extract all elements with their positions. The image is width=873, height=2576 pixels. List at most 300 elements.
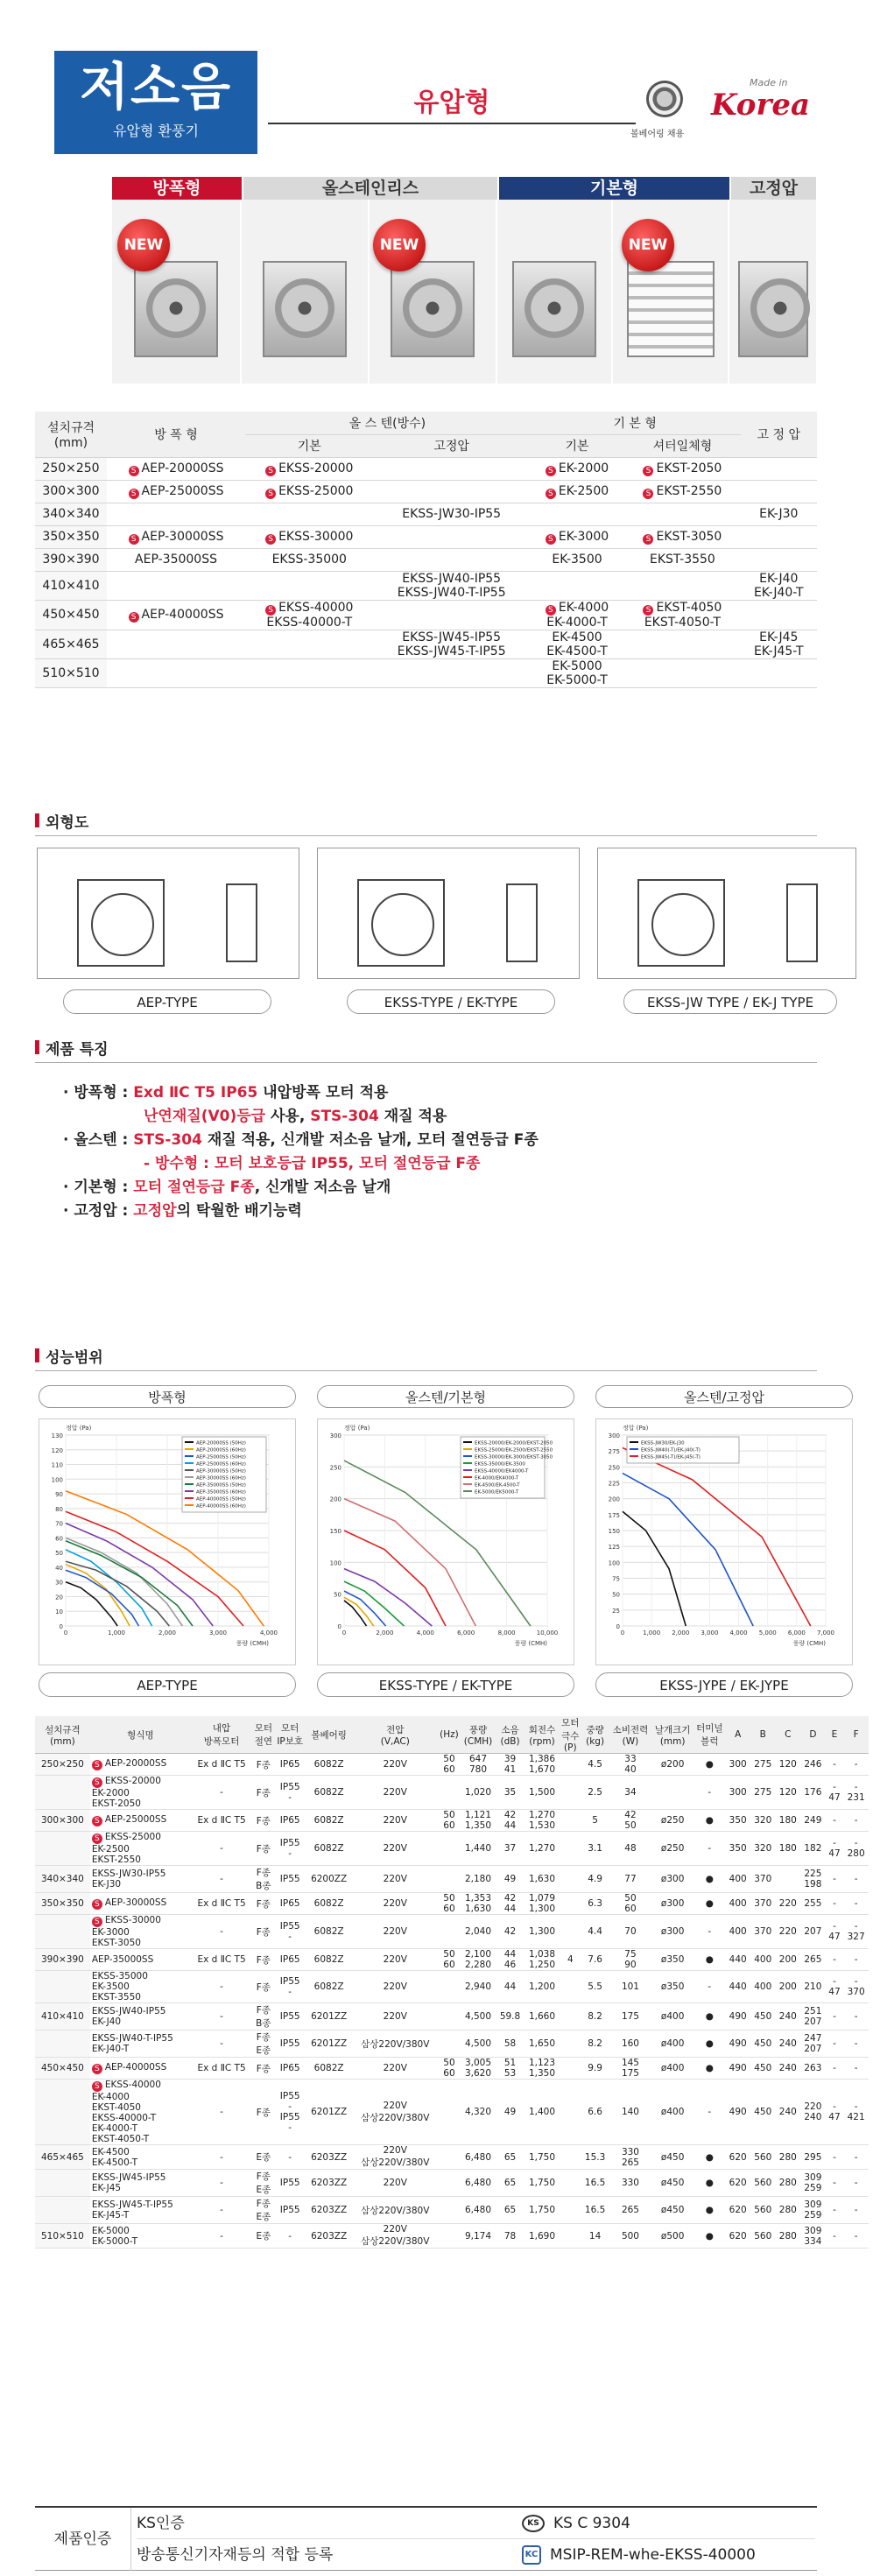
perf-cell-models	[90, 1776, 191, 1810]
explosion-mark-icon: S	[92, 1777, 102, 1788]
feature-head: · 방폭형 :	[63, 1084, 134, 1101]
perf-cell-kg	[581, 2224, 609, 2249]
perf-cell-ip	[275, 1776, 306, 1810]
perf-value: F종 B종	[256, 1868, 271, 1891]
y-axis-label: 정압 (Pa)	[623, 1425, 649, 1432]
perf-cell-A	[725, 2197, 750, 2224]
perf-value: ø400	[660, 2038, 685, 2049]
perf-cell-models	[90, 1810, 191, 1832]
perf-cell-size	[35, 1893, 90, 1915]
perf-cell-pole	[560, 1866, 581, 1893]
perf-cell-blade	[651, 2224, 693, 2249]
perf-cell-tb	[693, 2224, 725, 2249]
perf-cell-E	[826, 2003, 844, 2031]
perf-value: EKSS-35000 EK-3500 EKST-3550	[91, 1971, 148, 2002]
model-cell-size	[35, 457, 107, 480]
feature-text: 사용,	[265, 1108, 311, 1125]
model-name: EK-3000	[558, 529, 609, 544]
explosion-mark-icon: S	[265, 605, 276, 616]
perf-cell-kg	[581, 2058, 609, 2080]
perf-value: 6200ZZ	[311, 1874, 348, 1884]
y-tick-label: 20	[55, 1594, 63, 1601]
perf-cell-cmh	[461, 1866, 496, 1893]
model-name: 300×300	[42, 484, 100, 498]
perf-value: 309 334	[804, 2225, 822, 2247]
category-explosion: 방폭형	[112, 177, 242, 200]
cert-label: 제품인증	[35, 2508, 131, 2571]
perf-cell-A	[725, 2031, 750, 2058]
legend-entry: AEP-20000SS (50Hz)	[196, 1440, 246, 1446]
perf-cell-ins	[252, 2197, 274, 2224]
perf-col-header: A	[725, 1716, 750, 1754]
explosion-mark-icon: S	[546, 489, 556, 499]
x-tick-label: 5,000	[758, 1629, 777, 1636]
perf-value: -	[220, 1926, 223, 1937]
perf-value: EKSS-25000 EK-2500 EKST-2550	[91, 1832, 161, 1865]
perf-cell-rpm	[525, 1971, 560, 2003]
perf-value: 7.6	[588, 1954, 602, 1965]
perf-cell-cmh	[461, 1893, 496, 1915]
model-cell-static	[741, 480, 817, 503]
perf-value: 3,005 3,620	[464, 2058, 492, 2079]
perf-cell-C	[776, 1810, 801, 1832]
front-view	[77, 879, 165, 967]
perf-value: IP65	[279, 2063, 300, 2073]
y-tick-label: 100	[608, 1559, 620, 1567]
model-cell-ss_basic	[245, 457, 374, 480]
perf-value: 1,750	[528, 2205, 556, 2215]
perf-value: -	[854, 1898, 858, 1909]
model-cell-shutter	[624, 503, 740, 525]
x-tick-label: 6,000	[787, 1629, 806, 1636]
perf-value: 255	[804, 1898, 822, 1909]
perf-value: 246	[804, 1759, 822, 1770]
perf-value: F종	[256, 2063, 271, 2074]
model-cell-exp	[107, 503, 245, 525]
y-tick-label: 200	[329, 1496, 341, 1503]
perf-value: 6203ZZ	[311, 2178, 348, 2188]
feature-text: 재질 적용	[378, 1108, 447, 1125]
model-name: EK-J40 EK-J40-T	[753, 571, 804, 600]
product-image-stainless-high	[370, 200, 497, 384]
perf-value: 1,750	[528, 2151, 556, 2163]
perf-value: F종	[256, 1759, 271, 1770]
perf-value: 1,650	[528, 2038, 556, 2049]
perf-cell-C	[776, 2058, 801, 2080]
perf-value: 1,500	[528, 1787, 556, 1798]
model-cell-shutter	[624, 457, 740, 480]
perf-value: 1,630	[528, 1874, 556, 1884]
perf-cell-E	[826, 2197, 844, 2224]
perf-value: 200	[778, 1954, 797, 1965]
perf-cell-w	[609, 2224, 651, 2249]
perf-cell-E	[826, 1971, 844, 2003]
perf-cell-E	[826, 2031, 844, 2058]
perf-row	[35, 1832, 869, 1866]
perf-cell-F	[843, 2170, 869, 2197]
perf-value: ●	[705, 1874, 714, 1884]
drawing-aep	[37, 848, 299, 979]
perf-row	[35, 1949, 869, 1971]
perf-cell-ip	[275, 2170, 306, 2197]
perf-cell-db	[496, 2080, 525, 2145]
perf-cell-A	[725, 1915, 750, 1949]
perf-cell-brg	[306, 1754, 353, 1776]
legend-entry: EKSS-JW40(-T)/EK-J40(-T)	[641, 1447, 701, 1453]
perf-cell-blade	[651, 2031, 693, 2058]
perf-value: IP55	[279, 2178, 300, 2188]
model-cell-static	[741, 630, 817, 658]
model-row	[35, 457, 817, 480]
perf-cell-kg	[581, 2145, 609, 2170]
perf-value: -	[833, 2230, 836, 2242]
perf-value: 42	[503, 1926, 517, 1937]
made-in-text: Made in	[750, 77, 788, 88]
perf-value: 8.2	[588, 2038, 602, 2049]
y-tick-label: 25	[612, 1607, 620, 1615]
perf-value: IP55	[279, 2205, 300, 2215]
perf-cell-brg	[306, 1776, 353, 1810]
perf-value: 49	[503, 1874, 517, 1884]
model-cell-ss_high	[374, 630, 530, 658]
perf-cell-tb	[693, 1832, 725, 1866]
perf-cell-db	[496, 2145, 525, 2170]
feature-text: STS-304	[310, 1108, 379, 1125]
perf-cell-hz	[438, 1915, 461, 1949]
perf-cell-F	[843, 2003, 869, 2031]
perf-value: -	[220, 2178, 223, 2188]
perf-value: 450	[754, 2038, 772, 2049]
perf-cell-db	[496, 2224, 525, 2249]
chart-aep	[39, 1418, 296, 1665]
perf-value: AEP-35000SS	[91, 1954, 154, 1965]
perf-cell-blade	[651, 1866, 693, 1893]
perf-cell-brg	[306, 2031, 353, 2058]
model-name: EKST-2550	[656, 483, 722, 498]
explosion-mark-icon: S	[92, 1899, 102, 1910]
perf-cell-tb	[693, 2003, 725, 2031]
feature-text: 재질 적용, 신개발 저소음 날개, 모터 절연등급 F종	[201, 1131, 539, 1149]
x-tick-label: 2,000	[376, 1629, 394, 1636]
explosion-mark-icon: S	[129, 489, 139, 499]
perf-cell-db	[496, 1776, 525, 1810]
perf-col-header: 날개크기 (mm)	[651, 1716, 693, 1754]
perf-value: - 47	[828, 1921, 841, 1942]
perf-cell-hz	[438, 1866, 461, 1893]
model-row	[35, 525, 817, 548]
perf-cell-v	[352, 1949, 438, 1971]
perf-cell-tb	[693, 1949, 725, 1971]
perf-value: ø500	[660, 2230, 685, 2242]
y-tick-label: 225	[608, 1480, 620, 1488]
perf-cell-pole	[560, 2170, 581, 2197]
y-axis-label: 정압 (Pa)	[66, 1425, 92, 1432]
explosion-mark-icon: S	[92, 1760, 102, 1770]
perf-cell-brg	[306, 1915, 353, 1949]
perf-cell-kg	[581, 1866, 609, 1893]
model-name: EKSS-20000	[278, 461, 354, 475]
model-cell-static	[741, 457, 817, 480]
perf-value: 48	[624, 1843, 637, 1854]
perf-cell-blade	[651, 2058, 693, 2080]
perf-cell-pole	[560, 1754, 581, 1776]
model-cell-shutter	[624, 525, 740, 548]
perf-value: -	[854, 2063, 858, 2073]
perf-cell-F	[843, 1810, 869, 1832]
ball-bearing-caption: 볼베어링 채용	[630, 130, 685, 139]
col-size: 설치규격 (mm)	[35, 412, 107, 457]
perf-value: E종	[256, 2231, 271, 2242]
perf-value: 620	[729, 2205, 747, 2215]
perf-cell-C	[776, 2080, 801, 2145]
perf-cell-rpm	[525, 2058, 560, 2080]
perf-value: 220	[778, 1926, 797, 1937]
kc-icon: KC	[522, 2545, 541, 2565]
perf-value: 9.9	[588, 2063, 602, 2073]
perf-value: ø400	[660, 2107, 685, 2117]
y-axis-label: 정압 (Pa)	[344, 1425, 370, 1432]
perf-value: -	[854, 1954, 858, 1965]
perf-cell-rpm	[525, 1949, 560, 1971]
perf-cell-blade	[651, 1949, 693, 1971]
perf-row	[35, 1754, 869, 1776]
chart-ekss-svg	[318, 1419, 574, 1665]
perf-value: IP65	[279, 1759, 300, 1770]
perf-cell-hz	[438, 1949, 461, 1971]
perf-cell-F	[843, 1893, 869, 1915]
model-cell-static	[741, 600, 817, 630]
perf-value: 6201ZZ	[311, 2038, 348, 2049]
new-badge: NEW	[373, 219, 426, 271]
perf-cell-kg	[581, 2197, 609, 2224]
perf-value: -	[708, 1981, 712, 1992]
model-row	[35, 658, 817, 687]
perf-cell-A	[725, 2058, 750, 2080]
perf-cell-B	[750, 1893, 776, 1915]
perf-value: EKSS-40000 EK-4000 EKST-4050 EKSS-40000-T EK-4000-T EKST-4050-T	[91, 2080, 161, 2144]
y-tick-label: 30	[55, 1579, 63, 1587]
perf-value: 101	[621, 1981, 639, 1992]
explosion-mark-icon: S	[643, 489, 653, 499]
perf-cell-C	[776, 1915, 801, 1949]
explosion-mark-icon: S	[92, 2081, 102, 2092]
perf-cell-hz	[438, 1893, 461, 1915]
perf-value: F종	[256, 1926, 271, 1938]
perf-value: 4,500	[464, 2011, 492, 2022]
perf-cell-tb	[693, 2145, 725, 2170]
perf-value: E종	[256, 2152, 271, 2163]
perf-value: 65	[503, 2178, 517, 2188]
model-cell-basic	[530, 630, 624, 658]
perf-value: 240	[778, 2038, 797, 2049]
perf-cell-F	[843, 2080, 869, 2145]
perf-cell-cmh	[461, 1915, 496, 1949]
perf-value: -	[854, 2205, 858, 2215]
perf-cell-tb	[693, 2031, 725, 2058]
y-tick-label: 75	[612, 1575, 620, 1583]
perf-row	[35, 2031, 869, 2058]
perf-col-header: 모터 절연	[252, 1716, 274, 1754]
perf-cell-B	[750, 1915, 776, 1949]
perf-value: EKSS-30000 EK-3000 EKST-3050	[91, 1915, 161, 1948]
perf-cell-rpm	[525, 1754, 560, 1776]
perf-value: 450	[754, 2063, 772, 2073]
perf-value: 6.6	[588, 2107, 602, 2117]
perf-cell-w	[609, 2003, 651, 2031]
perf-value: 275	[754, 1787, 772, 1798]
explosion-mark-icon: S	[129, 466, 139, 476]
perf-value: 160	[621, 2038, 639, 2049]
perf-cell-v	[352, 2197, 438, 2224]
perf-cell-db	[496, 1971, 525, 2003]
perf-cell-models	[90, 1754, 191, 1776]
perf-cell-ins	[252, 2224, 274, 2249]
perf-value: Ex d ⅡC T5	[197, 1815, 246, 1826]
perf-value: ●	[705, 2205, 714, 2215]
perf-cell-brg	[306, 1832, 353, 1866]
perf-value: 6082Z	[313, 1815, 344, 1826]
perf-cell-ip	[275, 2145, 306, 2170]
perf-value: 280	[778, 2151, 797, 2163]
perf-cell-ins	[252, 1810, 274, 1832]
explosion-mark-icon: S	[643, 534, 653, 545]
perf-cell-C	[776, 1893, 801, 1915]
performance-table-head	[35, 1716, 869, 1754]
perf-cell-A	[725, 1971, 750, 2003]
perf-cell-hz	[438, 2197, 461, 2224]
perf-value: AEP-30000SS	[104, 1897, 167, 1908]
perf-value: 49	[503, 2107, 517, 2117]
perf-cell-kg	[581, 1810, 609, 1832]
perf-cell-blade	[651, 1971, 693, 2003]
perf-cell-brg	[306, 1810, 353, 1832]
model-cell-static	[741, 658, 817, 687]
perf-cell-size	[35, 1810, 90, 1832]
explosion-mark-icon: S	[92, 1833, 102, 1844]
perf-value: -	[220, 2038, 223, 2049]
x-tick-label: 0	[341, 1629, 347, 1636]
perf-cell-ins	[252, 1776, 274, 1810]
model-cell-static	[741, 525, 817, 548]
y-tick-label: 50	[334, 1591, 341, 1599]
perf-cell-blade	[651, 1810, 693, 1832]
x-tick-label: 3,000	[208, 1629, 228, 1636]
perf-value: 6082Z	[313, 1898, 344, 1909]
perf-cell-tb	[693, 1893, 725, 1915]
cert-kc-row	[137, 2539, 815, 2571]
model-cell-basic	[530, 658, 624, 687]
perf-cell-tb	[693, 1776, 725, 1810]
perf-cell-ip	[275, 1866, 306, 1893]
legend-entry: AEP-35000SS (60Hz)	[196, 1489, 246, 1496]
perf-value: 560	[754, 2230, 772, 2242]
perf-value: 400	[729, 1898, 747, 1909]
feature-head: · 고정압 :	[63, 1202, 134, 1220]
perf-value: 450	[754, 2107, 772, 2117]
perf-value: IP55 -	[279, 1782, 300, 1803]
perf-cell-exd	[191, 1971, 252, 2003]
perf-value: 320	[754, 1843, 772, 1854]
perf-cell-exd	[191, 2080, 252, 2145]
perf-value: 6201ZZ	[311, 2011, 348, 2022]
perf-value: 207	[804, 1926, 822, 1937]
legend-entry: AEP-35000SS (50Hz)	[196, 1482, 246, 1489]
perf-value: 490	[729, 2063, 747, 2073]
perf-cell-cmh	[461, 2145, 496, 2170]
perf-value: 309 259	[804, 2199, 822, 2221]
perf-col-header: 형식명	[90, 1716, 191, 1754]
perf-value: - 421	[847, 2101, 865, 2122]
model-cell-exp	[107, 548, 245, 571]
perf-cell-exd	[191, 1754, 252, 1776]
perf-value: 510×510	[40, 2230, 84, 2242]
perf-value: 275	[754, 1759, 772, 1770]
explosion-mark-icon: S	[546, 466, 556, 476]
perf-value: -	[833, 2038, 836, 2049]
perf-cell-w	[609, 2197, 651, 2224]
perf-cell-pole	[560, 2224, 581, 2249]
perf-cell-hz	[438, 1971, 461, 2003]
perf-value: 265	[804, 1954, 822, 1965]
perf-cell-A	[725, 1949, 750, 1971]
fan-image	[738, 261, 808, 357]
perf-value: ●	[705, 2063, 714, 2073]
perf-cell-w	[609, 2058, 651, 2080]
perf-cell-rpm	[525, 1915, 560, 1949]
col-stainless-high: 고정압	[374, 434, 530, 457]
x-axis-label: 풍량 (CMH)	[792, 1640, 826, 1647]
perf-cell-hz	[438, 1754, 461, 1776]
perf-cell-rpm	[525, 2031, 560, 2058]
perf-cell-F	[843, 1776, 869, 1810]
perf-cell-ins	[252, 2058, 274, 2080]
perf-value: 220V	[383, 2063, 407, 2073]
cert-ks-row	[137, 2508, 815, 2539]
perf-value: 180	[778, 1843, 797, 1854]
perf-cell-db	[496, 2003, 525, 2031]
perf-cell-cmh	[461, 1832, 496, 1866]
certification	[35, 2506, 817, 2571]
explosion-mark-icon: S	[265, 466, 276, 476]
perf-value: 247 207	[804, 2033, 822, 2054]
perf-value: ø300	[660, 1926, 685, 1937]
model-name: EKSS-JW45-IP55 EKSS-JW45-T-IP55	[397, 630, 506, 658]
perf-cell-blade	[651, 2170, 693, 2197]
perf-value: 1,440	[464, 1843, 492, 1854]
perf-cell-brg	[306, 2224, 353, 2249]
legend-entry: AEP-30000SS (50Hz)	[196, 1468, 246, 1475]
y-tick-label: 300	[608, 1432, 620, 1439]
perf-value: -	[220, 1787, 223, 1798]
perf-cell-ip	[275, 1971, 306, 2003]
model-cell-size	[35, 525, 107, 548]
perf-cell-brg	[306, 2058, 353, 2080]
perf-cell-B	[750, 1866, 776, 1893]
perf-value: 340×340	[40, 1874, 84, 1884]
legend-entry: EKSS-40000/EK4000-T	[475, 1468, 529, 1475]
y-tick-label: 50	[55, 1550, 63, 1558]
perf-value: 6082Z	[313, 1981, 344, 1992]
model-cell-exp	[107, 525, 245, 548]
perf-cell-C	[776, 2170, 801, 2197]
y-tick-label: 250	[608, 1464, 620, 1472]
perf-cell-models	[90, 1971, 191, 2003]
perf-cell-w	[609, 1893, 651, 1915]
ks-icon: KS	[522, 2515, 545, 2532]
perf-value: EK-5000 EK-5000-T	[91, 2225, 137, 2247]
perf-cell-A	[725, 2080, 750, 2145]
category-basic: 기본형	[497, 177, 729, 200]
